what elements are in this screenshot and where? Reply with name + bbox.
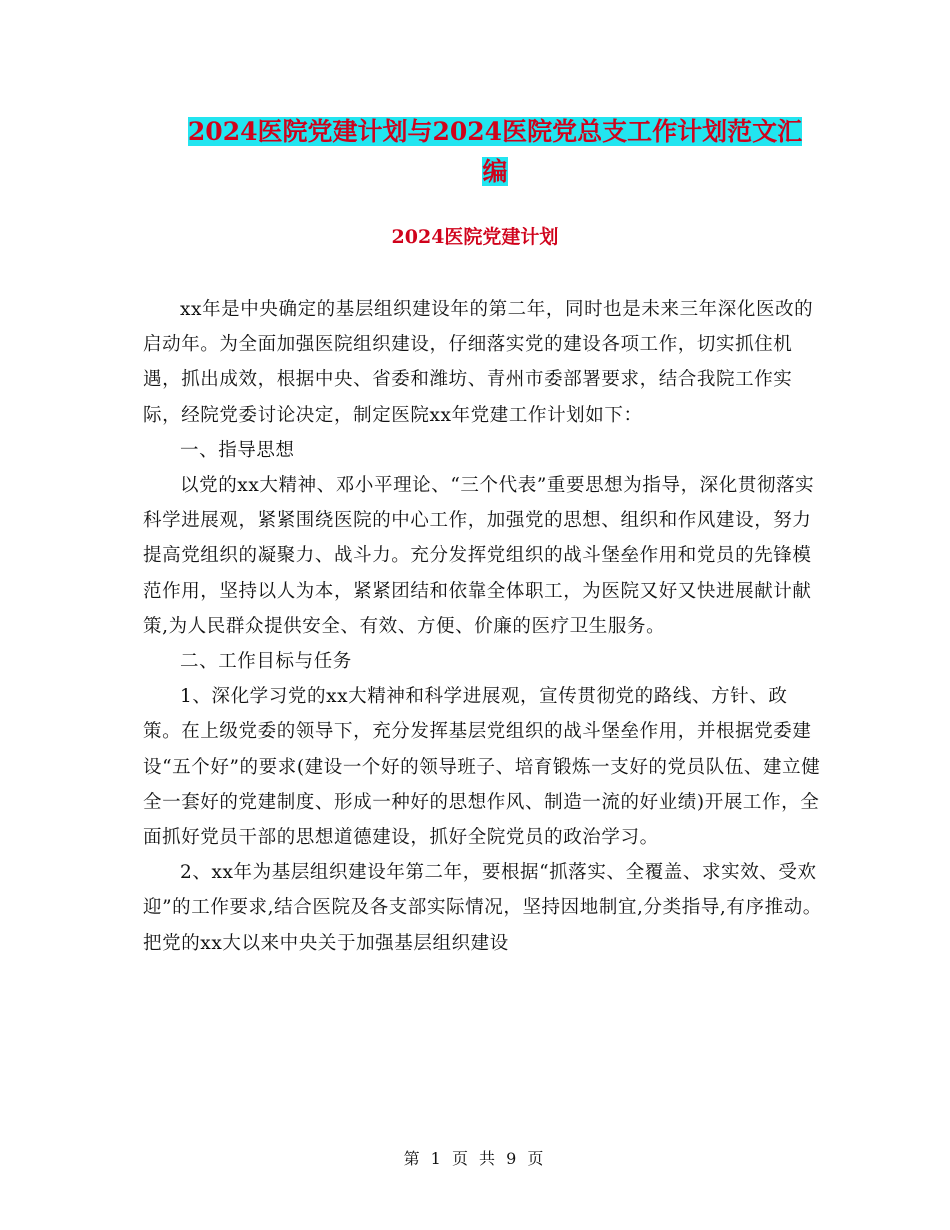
document-body (143, 292, 823, 961)
paragraph-intro: xx年是中央确定的基层组织建设年的第二年，同时也是未来三年深化医改的启动年。为全面加强医院组织建设，仔细落实党的建设各项工作，切实抓住机遇，抓出成效，根据中央、省委和潍坊、青州市委部署要求，结合我院工作实际，经院党委讨论决定，制定医院xx年党建工作计划如下： (143, 299, 814, 426)
document-title (150, 112, 840, 192)
section-title: 2024医院党建计划 (391, 226, 559, 248)
paragraph-task-1: 1、深化学习党的xx大精神和科学进展观，宣传贯彻党的路线、方针、政策。在上级党委的领导下，充分发挥基层党组织的战斗堡垒作用，并根据党委建设“五个好”的要求(建设一个好的领导班子、培育锻炼一支好的党员队伍、建立健全一套好的党建制度、形成一种好的思想作风、制造一流的好业绩)开展工作，全面抓好党员干部的思想道德建设，抓好全院党员的政治学习。 (143, 686, 821, 849)
document-title-line1: 2024医院党建计划与2024医院党总支工作计划范文汇 (187, 117, 803, 146)
heading-guiding-ideology: 一、指导思想 (180, 439, 295, 461)
paragraph-guiding-ideology: 以党的xx大精神、邓小平理论、“三个代表”重要思想为指导，深化贯彻落实科学进展观，紧紧围绕医院的中心工作，加强党的思想、组织和作风建设，努力提高党组织的凝聚力、战斗力。充分发挥党组织的战斗堡垒作用和党员的先锋模范作用，坚持以人为本，紧紧团结和依靠全体职工，为医院又好又快进展献计献策,为人民群众提供安全、有效、方便、价廉的医疗卫生服务。 (143, 475, 815, 637)
paragraph-task-2: 2、xx年为基层组织建设年第二年，要根据“抓落实、全覆盖、求实效、受欢迎”的工作要求,结合医院及各支部实际情况，坚持因地制宜,分类指导,有序推动。把党的xx大以来中央关于加强基层组织建设 (143, 862, 822, 954)
page-number-footer: 第 1 页 共 9 页 (403, 1149, 547, 1168)
heading-goals-tasks: 二、工作目标与任务 (180, 651, 352, 673)
document-title-line2: 编 (482, 157, 508, 186)
